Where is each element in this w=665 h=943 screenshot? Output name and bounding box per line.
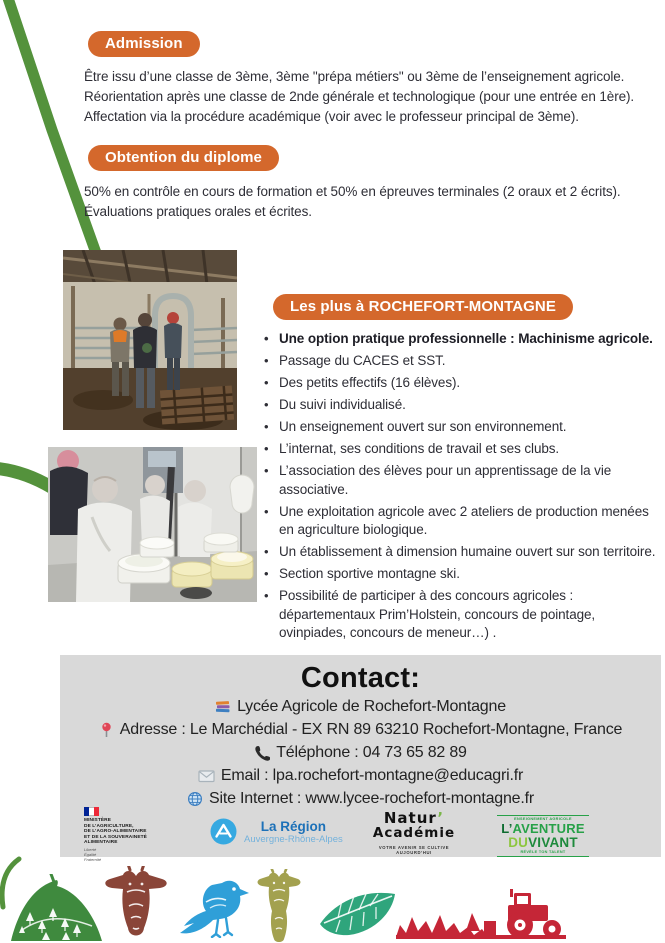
section-badge-diplome: Obtention du diplome xyxy=(88,145,279,171)
list-item: • L’association des élèves pour un apprentissage de la vie associative. xyxy=(262,462,660,499)
ministry-agriculture-logo xyxy=(84,807,154,862)
du-word: DU xyxy=(508,835,529,850)
contact-section xyxy=(60,655,661,862)
region-auvergne-rhone-alpes-logo xyxy=(210,818,343,845)
ministry-line: DE L’AGRO-ALIMENTAIRE xyxy=(84,829,147,835)
contact-email-line xyxy=(60,764,661,787)
list-item: • Une exploitation agricole avec 2 ateliers de production menées en agriculture biologique. xyxy=(262,503,660,540)
aventure-line-2 xyxy=(497,836,589,850)
natur-word: Natur xyxy=(383,809,438,827)
admission-line-1: Être issu d’une classe de 3ème, 3ème "prépa métiers" ou 3ème de l’enseignement agricole. xyxy=(84,69,625,84)
contact-phone-line xyxy=(60,741,661,764)
aventure-du-vivant-logo xyxy=(497,815,589,857)
contact-school-line xyxy=(60,695,661,718)
mountain-forest-stamp xyxy=(8,874,105,943)
region-name: La Région xyxy=(260,818,327,834)
cow-head-olive-stamp xyxy=(256,869,302,943)
phone-icon xyxy=(254,745,270,761)
admission-text xyxy=(84,67,649,127)
website-link[interactable]: Site Internet : www.lycee-rochefort-montagne.fr xyxy=(209,790,534,807)
blue-bird-stamp xyxy=(172,872,250,938)
barn-cattle-photo xyxy=(63,250,237,430)
aventure-bottom-text: RÉVÈLE TON TALENT xyxy=(497,850,589,857)
advantages-list xyxy=(262,330,660,646)
list-item: • Possibilité de participer à des concours agricoles : départementaux Prim’Holstein, concours de pointage, ovinpiades, concours de meneur…) . xyxy=(262,587,660,643)
natur-academie-logo xyxy=(360,811,468,856)
red-tractor-landscape-stamp xyxy=(396,887,566,940)
natur-tagline xyxy=(360,845,468,856)
ministry-line: ET DE LA SOUVERAINETÉ xyxy=(84,834,147,840)
cheese-workshop-photo xyxy=(48,447,257,602)
cow-head-brown-stamp xyxy=(100,866,172,943)
admission-line-3: Affectation via la procédure académique (voir avec le professeur principal de 3ème). xyxy=(84,109,579,124)
section-badge-les-plus: Les plus à ROCHEFORT-MONTAGNE xyxy=(273,294,573,320)
diplome-line-2: Évaluations pratiques orales et écrites. xyxy=(84,204,312,219)
pin-icon xyxy=(99,722,114,738)
natur-tagline-line: VOTRE AVENIR SE CULTIVE xyxy=(378,845,450,850)
list-item: • Un enseignement ouvert sur son environnement. xyxy=(262,418,660,437)
ministry-line: MINISTÈRE xyxy=(84,818,112,823)
region-circle-icon xyxy=(210,818,237,845)
envelope-icon xyxy=(198,769,215,783)
section-badge-admission: Admission xyxy=(88,31,200,57)
aventure-top-text: ENSEIGNEMENT AGRICOLE xyxy=(497,815,589,822)
list-item: • Des petits effectifs (16 élèves). xyxy=(262,374,660,393)
email-link[interactable]: Email : lpa.rochefort-montagne@educagri.fr xyxy=(220,767,524,784)
ministry-motto xyxy=(84,848,154,862)
pallet xyxy=(160,386,234,425)
green-diagonal-line xyxy=(6,0,96,253)
natur-apostrophe: ’ xyxy=(437,809,445,827)
globe-icon xyxy=(187,791,203,807)
contact-title: Contact: xyxy=(300,662,421,694)
aventure-l-apostrophe: L’ xyxy=(501,821,513,836)
school-name: Lycée Agricole de Rochefort-Montagne xyxy=(237,698,506,715)
list-item: • Un établissement à dimension humaine ouvert sur son territoire. xyxy=(262,543,660,562)
list-item: • Du suivi individualisé. xyxy=(262,396,660,415)
ministry-line: ALIMENTAIRE xyxy=(84,840,118,846)
motto-line: Liberté xyxy=(84,846,97,852)
motto-line: Égalité xyxy=(84,851,97,857)
aventure-line-1 xyxy=(497,822,589,836)
admission-line-2: Réorientation après une classe de 2nde générale et technologique (pour une entrée en 1ère). xyxy=(84,89,635,104)
phone-text: Téléphone : 04 73 65 82 89 xyxy=(276,744,467,761)
list-item: • L’internat, ses conditions de travail et ses clubs. xyxy=(262,440,660,459)
vivant-word: VIVANT xyxy=(528,835,578,850)
french-flag-icon xyxy=(84,807,99,816)
list-item: • Passage du CACES et SST. xyxy=(262,352,660,371)
list-item: • Section sportive montagne ski. xyxy=(262,565,660,584)
contact-address-line xyxy=(60,718,661,741)
address-text: Adresse : Le Marchédial - EX RN 89 63210 Rochefort-Montagne, France xyxy=(119,721,623,738)
natur-tagline-line: AUJOURD’HUI xyxy=(396,850,432,856)
teal-leaf-stamp xyxy=(316,886,398,939)
diplome-text xyxy=(84,182,649,222)
ministry-line: DE L’AGRICULTURE, xyxy=(84,823,134,829)
natur-wordmark-top xyxy=(360,811,468,826)
books-icon xyxy=(215,699,231,715)
list-item: • Une option pratique professionnelle : Machinisme agricole. xyxy=(262,330,660,349)
motto-line: Fraternité xyxy=(84,856,102,862)
diplome-line-1: 50% en contrôle en cours de formation et 50% en épreuves terminales (2 oraux et 2 écrits). xyxy=(84,184,621,199)
academie-word: Académie xyxy=(372,825,456,841)
region-subtitle: Auvergne-Rhône-Alpes xyxy=(244,833,343,845)
natur-wordmark-bottom xyxy=(360,826,468,841)
green-brush-stroke xyxy=(0,468,51,487)
aventure-word: AVENTURE xyxy=(512,821,585,836)
